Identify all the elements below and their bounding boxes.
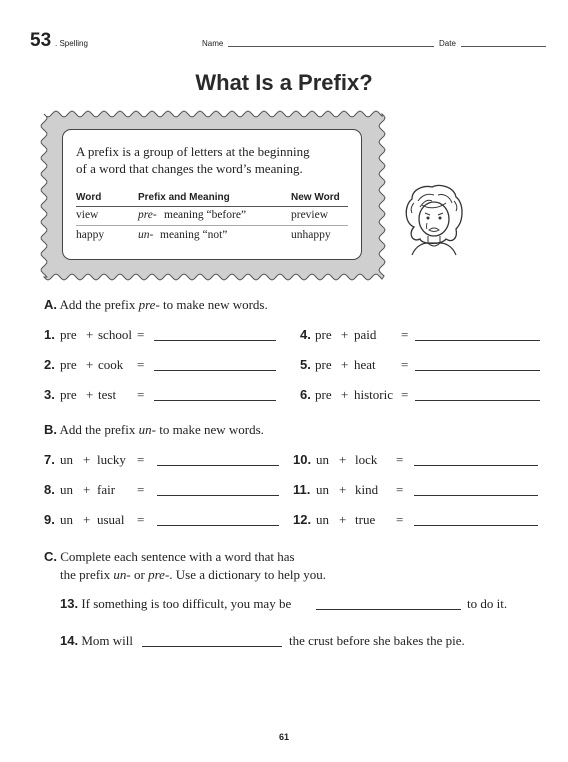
instruction-text: Add the prefix (59, 297, 139, 312)
plus-sign: + (341, 327, 349, 342)
answer-blank-14[interactable] (142, 646, 282, 647)
answer-blank[interactable] (414, 495, 538, 496)
equals-sign: = (137, 387, 145, 402)
page-number: 61 (278, 732, 289, 742)
item-prefix: un (316, 482, 329, 497)
equals-sign: = (401, 357, 409, 372)
item-base-word: lock (355, 452, 378, 467)
table-cell-word: view (76, 209, 99, 221)
question-number: 13. (60, 596, 79, 611)
item-prefix: un (316, 452, 329, 467)
item-base-word: kind (355, 482, 379, 497)
plus-sign: + (341, 357, 349, 372)
prefix-definition (76, 143, 356, 177)
item-number: 10. (293, 452, 312, 467)
instruction-prefix: un- (138, 422, 156, 437)
section-c-instruction-line2 (60, 567, 326, 583)
definition-line-2: of a word that changes the word’s meaning. (76, 161, 303, 176)
answer-blank[interactable] (415, 340, 540, 341)
plus-sign: + (86, 357, 94, 372)
equals-sign: = (396, 512, 404, 527)
lesson-subject: . Spelling (55, 39, 88, 48)
answer-blank[interactable] (157, 465, 279, 466)
section-a-letter: A. (44, 297, 57, 312)
name-field[interactable] (228, 46, 434, 47)
instruction-prefix: un- (113, 567, 131, 582)
answer-blank[interactable] (415, 370, 540, 371)
item-number: 5. (300, 357, 311, 372)
question-14 (60, 633, 133, 649)
item-number: 2. (44, 357, 55, 372)
item-prefix: pre (60, 327, 77, 342)
item-base-word: historic (354, 387, 393, 402)
section-a-instruction (44, 297, 268, 313)
item-base-word: paid (354, 327, 377, 342)
question-number: 14. (60, 633, 79, 648)
item-base-word: usual (97, 512, 125, 527)
item-base-word: cook (98, 357, 124, 372)
item-prefix: un (316, 512, 329, 527)
column-header-prefix: Prefix and Meaning (138, 192, 230, 203)
item-prefix: un (60, 482, 73, 497)
item-number: 9. (44, 512, 55, 527)
column-header-word: Word (76, 192, 102, 203)
instruction-text: Complete each sentence with a word that has (60, 549, 295, 564)
equals-sign: = (401, 387, 409, 402)
sentence-text: to do it. (467, 596, 508, 611)
item-prefix: pre (60, 357, 77, 372)
section-b-letter: B. (44, 422, 57, 437)
sentence-text: the crust before she bakes the pie. (289, 633, 465, 648)
answer-blank[interactable] (414, 525, 538, 526)
answer-blank-13[interactable] (316, 609, 461, 610)
equals-sign: = (137, 482, 145, 497)
item-prefix: un (60, 452, 73, 467)
plus-sign: + (339, 482, 347, 497)
item-number: 7. (44, 452, 55, 467)
item-prefix: pre (315, 387, 332, 402)
item-number: 3. (44, 387, 55, 402)
table-cell-meaning: meaning “before” (164, 209, 247, 221)
page-title: What Is a Prefix? (195, 70, 373, 95)
definition-line-1: A prefix is a group of letters at the beginning (76, 144, 310, 159)
name-label: Name (202, 39, 224, 48)
instruction-text: to make new words. (155, 422, 264, 437)
item-base-word: test (98, 387, 117, 402)
column-header-new-word: New Word (291, 192, 340, 203)
section-c-letter: C. (44, 549, 57, 564)
equals-sign: = (137, 512, 145, 527)
table-cell-new-word: preview (291, 209, 329, 221)
date-label: Date (439, 39, 456, 48)
answer-blank[interactable] (154, 340, 276, 341)
item-number: 6. (300, 387, 311, 402)
date-field[interactable] (461, 46, 546, 47)
item-base-word: lucky (97, 452, 126, 467)
table-divider (76, 206, 348, 207)
item-prefix: pre (315, 327, 332, 342)
instruction-text: or (130, 567, 149, 582)
item-number: 1. (44, 327, 55, 342)
plus-sign: + (339, 512, 347, 527)
equals-sign: = (137, 327, 145, 342)
answer-blank[interactable] (154, 400, 276, 401)
item-number: 12. (293, 512, 312, 527)
item-number: 11. (293, 482, 311, 497)
sentence-text: If something is too difficult, you may be (81, 596, 292, 611)
equals-sign: = (396, 452, 404, 467)
table-cell-prefix: pre- (138, 209, 157, 221)
section-b-instruction (44, 422, 264, 438)
instruction-prefix: pre- (138, 297, 160, 312)
plus-sign: + (86, 387, 94, 402)
item-base-word: school (98, 327, 132, 342)
equals-sign: = (137, 357, 145, 372)
plus-sign: + (339, 452, 347, 467)
answer-blank[interactable] (157, 495, 279, 496)
answer-blank[interactable] (414, 465, 538, 466)
item-number: 8. (44, 482, 55, 497)
instruction-text: . Use a dictionary to help you. (169, 567, 326, 582)
plus-sign: + (341, 387, 349, 402)
plus-sign: + (86, 327, 94, 342)
answer-blank[interactable] (154, 370, 276, 371)
equals-sign: = (401, 327, 409, 342)
item-prefix: pre (60, 387, 77, 402)
instruction-text: Add the prefix (59, 422, 139, 437)
item-base-word: heat (354, 357, 376, 372)
equals-sign: = (137, 452, 145, 467)
plus-sign: + (83, 512, 91, 527)
answer-blank[interactable] (415, 400, 540, 401)
sad-girl-illustration (398, 183, 470, 263)
table-cell-word: happy (76, 229, 105, 241)
item-base-word: true (355, 512, 376, 527)
equals-sign: = (396, 482, 404, 497)
instruction-prefix: pre- (148, 567, 170, 582)
question-13 (60, 596, 291, 612)
section-c-instruction (44, 549, 295, 565)
plus-sign: + (83, 482, 91, 497)
plus-sign: + (83, 452, 91, 467)
lesson-number: 53 (30, 30, 52, 51)
instruction-text: to make new words. (159, 297, 268, 312)
item-prefix: un (60, 512, 73, 527)
table-cell-prefix: un- (138, 229, 154, 241)
item-prefix: pre (315, 357, 332, 372)
sentence-text: Mom will (81, 633, 133, 648)
table-row-divider (76, 225, 348, 226)
table-cell-meaning: meaning “not” (160, 229, 228, 241)
table-cell-new-word: unhappy (291, 229, 331, 241)
instruction-text: the prefix (60, 567, 114, 582)
answer-blank[interactable] (157, 525, 279, 526)
item-number: 4. (300, 327, 311, 342)
item-base-word: fair (97, 482, 116, 497)
